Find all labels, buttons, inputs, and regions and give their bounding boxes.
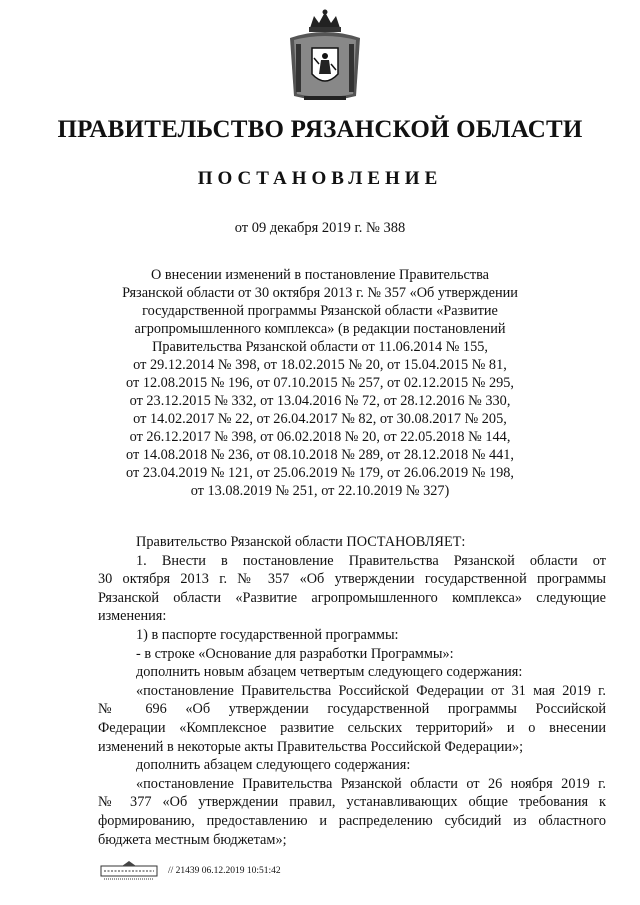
- subject-line: от 14.02.2017 № 22, от 26.04.2017 № 82, от 30.08.2017 № 205,: [133, 411, 507, 427]
- subject-line: О внесении изменений в постановление Правительства: [150, 267, 490, 283]
- body-line: бюджета местным бюджетам»;: [98, 831, 287, 848]
- body-line: Правительство Рязанской области ПОСТАНОВЛЯЕТ:: [136, 534, 466, 550]
- body-line: изменений в некоторые акты Правительства Российской Федерации»;: [98, 738, 524, 755]
- body-line: 1) в паспорте государственной программы:: [136, 626, 399, 643]
- subject-line: от 26.12.2017 № 398, от 06.02.2018 № 20, от 22.05.2018 № 144,: [129, 429, 511, 445]
- government-title: ПРАВИТЕЛЬСТВО РЯЗАНСКОЙ ОБЛАСТИ: [57, 116, 583, 143]
- subject-line: государственной программы Рязанской области «Развитие: [142, 303, 498, 319]
- subject-line: Рязанской области от 30 октября 2013 г. № 357 «Об утверждении: [122, 285, 518, 301]
- document-date-number: от 09 декабря 2019 г. № 388: [234, 220, 406, 236]
- subject-line: Правительства Рязанской области от 11.06.2014 № 155,: [152, 339, 488, 355]
- body-line: № 696 «Об утверждении государственной программы Российской: [98, 701, 606, 718]
- subject-line: от 23.12.2015 № 332, от 13.04.2016 № 72, от 28.12.2016 № 330,: [129, 393, 511, 409]
- body-line: № 377 «Об утверждении правил, устанавливающих общие требования к: [98, 794, 606, 811]
- body-line: формированию, предоставлению и распределению субсидий из областного: [98, 812, 606, 829]
- subject-line: от 14.08.2018 № 236, от 08.10.2018 № 289, от 28.12.2018 № 441,: [126, 447, 514, 463]
- subject-line: от 23.04.2019 № 121, от 25.06.2019 № 179, от 26.06.2019 № 198,: [126, 465, 514, 481]
- subject-line: от 29.12.2014 № 398, от 18.02.2015 № 20, от 15.04.2015 № 81,: [133, 357, 507, 373]
- coat-of-arms-emblem: [284, 8, 366, 106]
- body-line: «постановление Правительства Рязанской области от 26 ноября 2019 г.: [136, 775, 606, 792]
- registry-stamp-icon: [100, 860, 158, 882]
- subject-line: агропромышленного комплекса» (в редакции постановлений: [134, 321, 506, 337]
- body-line: дополнить новым абзацем четвертым следующего содержания:: [136, 664, 523, 681]
- registration-footer: [100, 860, 281, 884]
- subject-line: от 13.08.2019 № 251, от 22.10.2019 № 327): [190, 483, 450, 499]
- body-line: дополнить абзацем следующего содержания:: [136, 757, 411, 774]
- body-line: изменения:: [98, 608, 167, 625]
- body-line: - в строке «Основание для разработки Программы»:: [136, 645, 454, 662]
- document-body: [98, 533, 606, 849]
- body-line: «постановление Правительства Российской Федерации от 31 мая 2019 г.: [136, 682, 606, 699]
- body-line: 30 октября 2013 г. № 357 «Об утверждении государственной программы: [98, 571, 606, 588]
- document-type: ПОСТАНОВЛЕНИЕ: [197, 168, 443, 189]
- registration-number: // 21439 06.12.2019 10:51:42: [168, 866, 281, 876]
- body-line: Рязанской области «Развитие агропромышленного комплекса» следующие: [98, 589, 606, 606]
- document-subject: [80, 266, 560, 500]
- subject-line: от 12.08.2015 № 196, от 07.10.2015 № 257, от 02.12.2015 № 295,: [126, 375, 514, 391]
- body-line: 1. Внести в постановление Правительства Рязанской области от: [136, 552, 606, 569]
- body-line: Федерации «Комплексное развитие сельских территорий» и о внесении: [98, 719, 606, 736]
